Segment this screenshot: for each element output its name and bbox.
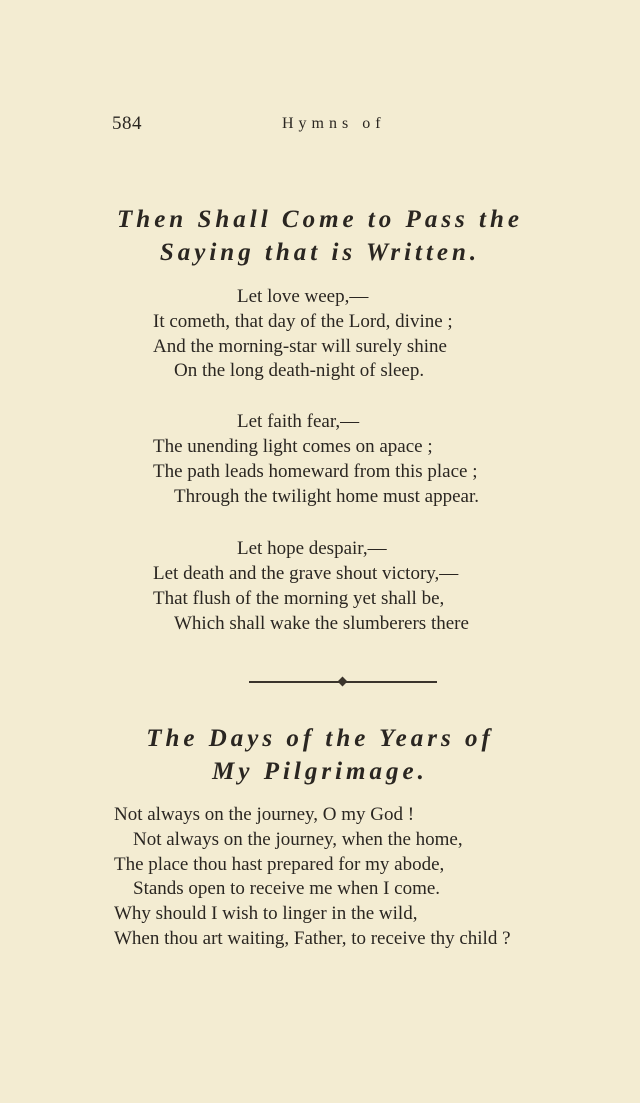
verse-line: Why should I wish to linger in the wild, <box>114 903 418 924</box>
verse-line: Let death and the grave shout victory,— <box>153 563 459 584</box>
verse-line: Let hope despair,— <box>237 538 387 559</box>
hymn-title-2-line: My Pilgrimage. <box>212 758 428 785</box>
verse-line: The unending light comes on apace ; <box>153 436 433 457</box>
hymn-title-1-line: Saying that is Written. <box>159 239 481 266</box>
hymn-title-1-line: Then Shall Come to Pass the <box>117 206 523 233</box>
verse-line: It cometh, that day of the Lord, divine ; <box>153 311 453 332</box>
verse-line: The place thou hast prepared for my abode, <box>114 854 445 875</box>
verse-line: Through the twilight home must appear. <box>174 486 480 507</box>
hymn-title-1 <box>0 203 640 269</box>
verse-line: Let faith fear,— <box>237 411 360 432</box>
verse-line: The path leads homeward from this place ; <box>153 461 478 482</box>
verse-line: When thou art waiting, Father, to receive thy child ? <box>114 928 511 949</box>
verse-line: And the morning-star will surely shine <box>153 336 447 357</box>
verse-line: Not always on the journey, O my God ! <box>114 804 415 825</box>
page-number: 584 <box>112 113 142 134</box>
hymn-title-2-line: The Days of the Years of <box>146 725 494 752</box>
verse-line: On the long death-night of sleep. <box>174 360 425 381</box>
verse-line: Not always on the journey, when the home, <box>133 829 463 850</box>
verse-line: Which shall wake the slumberers there <box>174 613 469 634</box>
running-head <box>0 113 640 139</box>
verse-line: Let love weep,— <box>237 286 369 307</box>
verse-line: Stands open to receive me when I come. <box>133 878 441 899</box>
divider-ornament <box>338 677 348 687</box>
running-title: Hymns of <box>282 115 386 132</box>
hymn-title-2 <box>0 722 640 788</box>
verse-line: That flush of the morning yet shall be, <box>153 588 445 609</box>
